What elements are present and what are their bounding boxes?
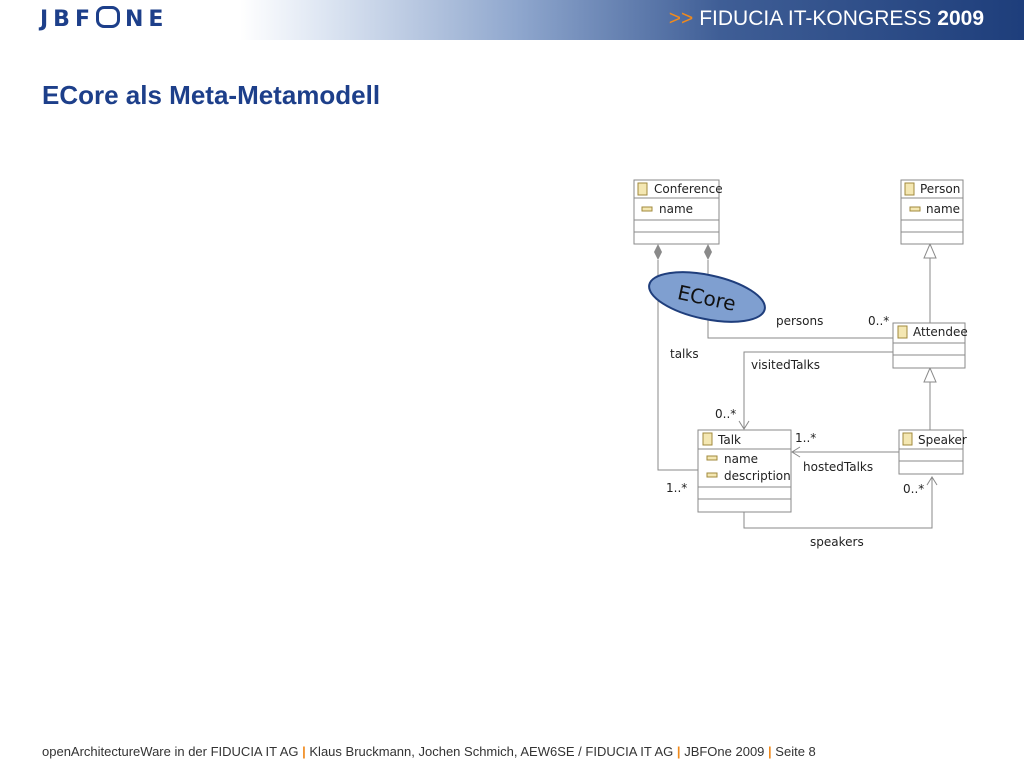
- talks-multiplicity: 1..*: [666, 481, 688, 495]
- class-conference: [634, 180, 723, 244]
- persons-multiplicity: 0..*: [868, 314, 890, 328]
- hostedtalks-multiplicity: 1..*: [795, 431, 817, 445]
- speakers-multiplicity: 0..*: [903, 482, 925, 496]
- class-person: [901, 180, 963, 244]
- footer-separator: |: [768, 744, 772, 759]
- footer-presentation: openArchitectureWare in der FIDUCIA IT AG: [42, 744, 299, 759]
- class-icon: [703, 433, 712, 445]
- slide-title: ECore als Meta-Metamodell: [42, 80, 381, 110]
- talk-class-name: Talk: [718, 433, 741, 447]
- class-talk: [698, 430, 791, 512]
- talk-attribute-description: description: [724, 469, 791, 483]
- talks-label: talks: [670, 347, 699, 361]
- jbfone-logo: JBF NE: [40, 7, 169, 32]
- person-class-name: Person: [920, 182, 961, 196]
- event-name: FIDUCIA IT-KONGRESS: [699, 7, 932, 30]
- attribute-icon: [910, 207, 920, 211]
- persons-label: persons: [776, 314, 824, 328]
- footer-separator: |: [302, 744, 306, 759]
- class-icon: [905, 183, 914, 195]
- footer-separator: |: [676, 744, 681, 759]
- class-icon: [638, 183, 647, 195]
- speakers-label: speakers: [810, 535, 864, 549]
- attribute-icon: [707, 456, 717, 460]
- class-icon: [903, 433, 912, 445]
- persons-composition-diamond: [704, 244, 712, 260]
- attendee-class-name: Attendee: [913, 325, 968, 339]
- event-arrows: >>: [668, 7, 694, 30]
- visitedtalks-label: visitedTalks: [751, 358, 820, 372]
- conference-class-name: Conference: [654, 182, 723, 196]
- footer-authors: Klaus Bruckmann, Jochen Schmich, AEW6SE / FIDUCIA IT AG: [309, 744, 674, 759]
- person-attribute-name: name: [926, 202, 961, 216]
- ecore-badge: [645, 263, 770, 331]
- attribute-icon: [642, 207, 652, 211]
- ecore-badge-label: ECore: [675, 280, 739, 316]
- slide-footer: [42, 744, 816, 759]
- attribute-icon: [707, 473, 717, 477]
- footer-event: JBFOne 2009: [684, 744, 765, 759]
- attendee-generalization-triangle: [924, 368, 936, 382]
- class-speaker: [899, 430, 967, 474]
- visitedtalks-multiplicity: 0..*: [715, 407, 737, 421]
- class-attendee: [893, 323, 968, 368]
- class-icon: [898, 326, 907, 338]
- person-generalization-triangle: [924, 244, 936, 258]
- talks-composition-diamond: [654, 244, 662, 260]
- footer-page-number: Seite 8: [775, 744, 816, 759]
- conference-attribute-name: name: [659, 202, 694, 216]
- speaker-class-name: Speaker: [918, 433, 967, 447]
- hostedtalks-label: hostedTalks: [803, 460, 874, 474]
- talk-attribute-name: name: [724, 452, 759, 466]
- event-year: 2009: [937, 7, 984, 30]
